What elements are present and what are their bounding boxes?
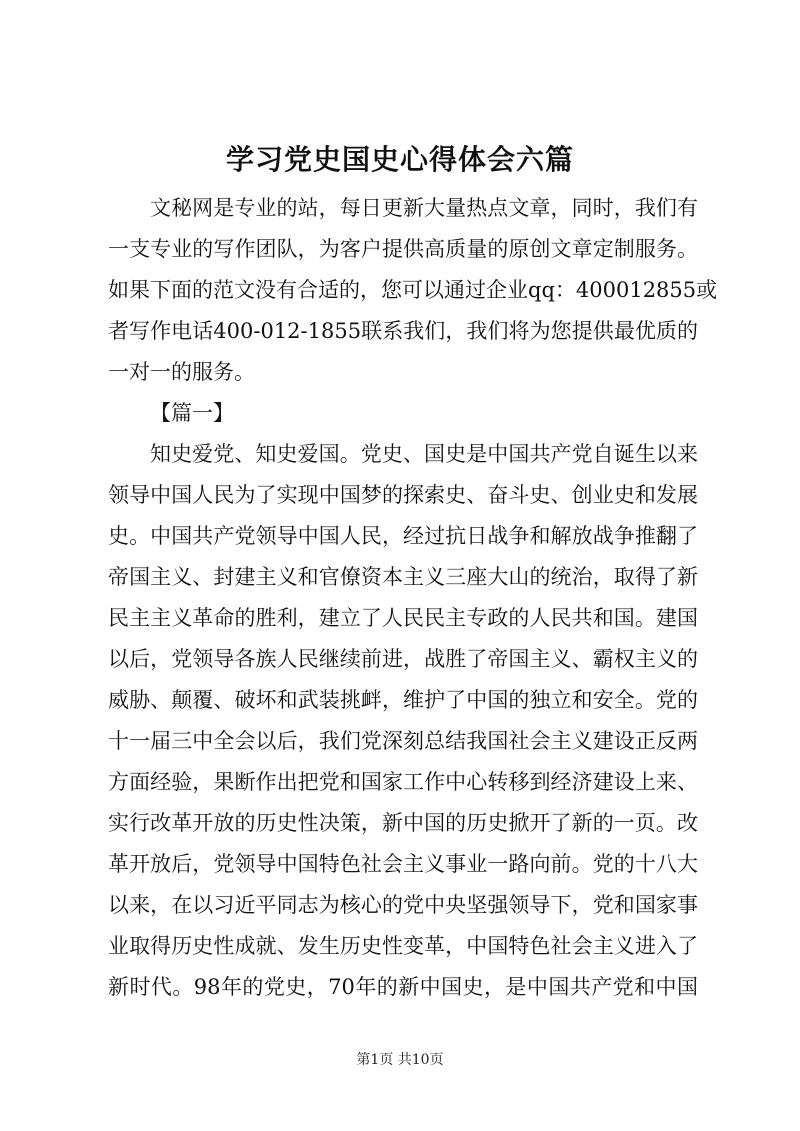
- intro-paragraph: [108, 188, 718, 393]
- page-title: 学习党史国史心得体会六篇: [225, 143, 574, 176]
- intro-line: 一对一的服务。: [108, 360, 255, 384]
- article-line: 方面经验，果断作出把党和国家工作中心转移到经济建设上来、: [108, 770, 698, 794]
- intro-line: 文秘网是专业的站，每日更新大量热点文章，同时，我们有: [150, 196, 698, 220]
- section-heading: 【篇一】: [150, 401, 234, 425]
- article-line: 以来，在以习近平同志为核心的党中央坚强领导下，党和国家事: [108, 893, 698, 917]
- article-line: 业取得历史性成就、发生历史性变革，中国特色社会主义进入了: [108, 934, 698, 958]
- intro-line: 如果下面的范文没有合适的，您可以通过企业qq：400012855或: [108, 278, 718, 302]
- article-line: 威胁、颠覆、破坏和武装挑衅，维护了中国的独立和安全。党的: [108, 688, 698, 712]
- article-line: 新时代。98年的党史，70年的新中国史，是中国共产党和中国: [108, 975, 698, 999]
- article-line: 实行改革开放的历史性决策，新中国的历史掀开了新的一页。改: [108, 811, 698, 835]
- article-line: 革开放后，党领导中国特色社会主义事业一路向前。党的十八大: [108, 852, 698, 876]
- article-paragraph: [108, 434, 698, 1008]
- article-line: 帝国主义、封建主义和官僚资本主义三座大山的统治，取得了新: [108, 565, 698, 589]
- article-line: 领导中国人民为了实现中国梦的探索史、奋斗史、创业史和发展: [108, 483, 698, 507]
- document-body: [108, 188, 718, 1008]
- article-line: 民主主义革命的胜利，建立了人民民主专政的人民共和国。建国: [108, 606, 698, 630]
- intro-line: 者写作电话400-012-1855联系我们，我们将为您提供最优质的: [108, 319, 698, 343]
- page-number-footer: 第1页 共10页: [356, 1052, 444, 1068]
- article-line: 知史爱党、知史爱国。党史、国史是中国共产党自诞生以来: [150, 442, 698, 466]
- intro-line: 一支专业的写作团队，为客户提供高质量的原创文章定制服务。: [108, 237, 698, 261]
- article-line: 十一届三中全会以后，我们党深刻总结我国社会主义建设正反两: [108, 729, 698, 753]
- article-line: 史。中国共产党领导中国人民，经过抗日战争和解放战争推翻了: [108, 524, 698, 548]
- article-line: 以后，党领导各族人民继续前进，战胜了帝国主义、霸权主义的: [108, 647, 698, 671]
